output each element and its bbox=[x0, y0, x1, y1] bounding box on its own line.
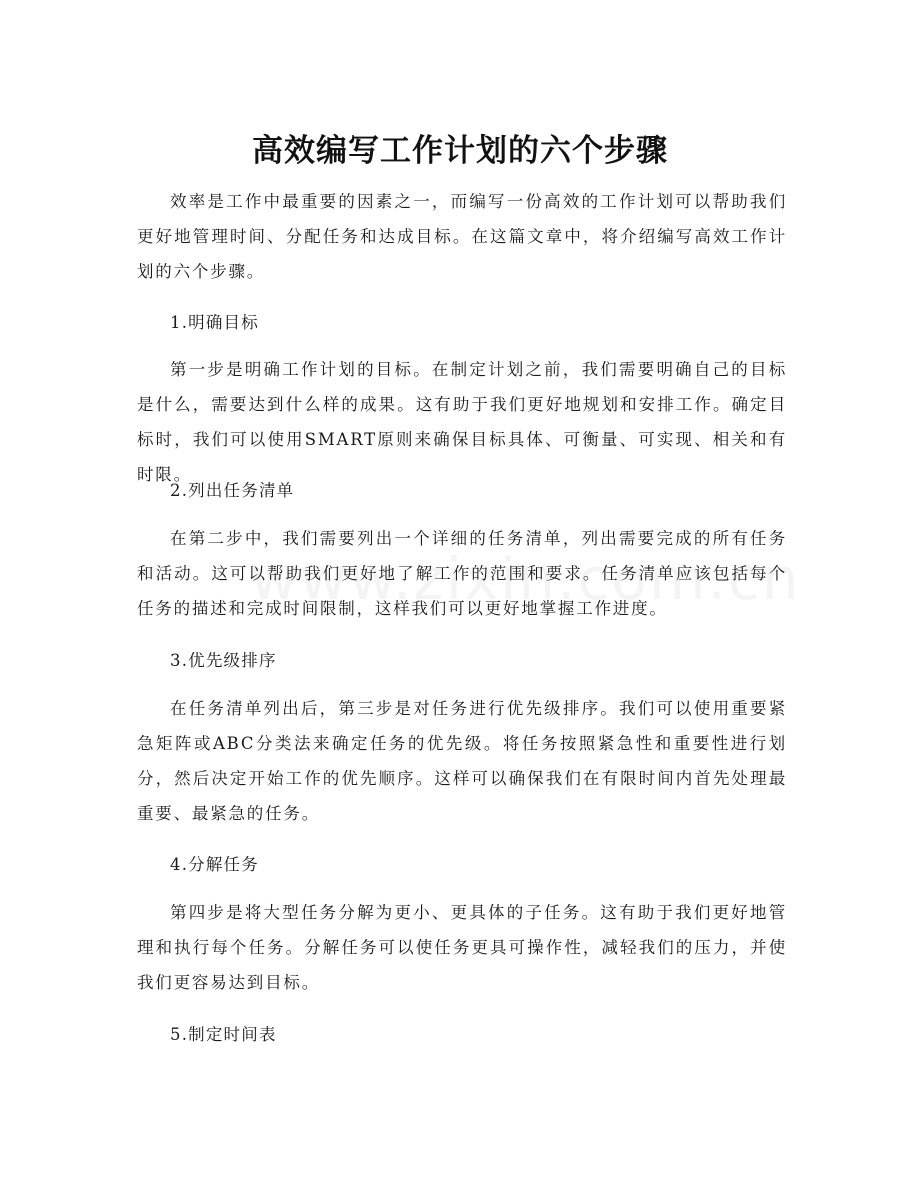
section-body-3: 在任务清单列出后，第三步是对任务进行优先级排序。我们可以使用重要紧急矩阵或ABC分类法来确定任务的优先级。将任务按照紧急性和重要性进行划分，然后决定开始工作的优先顺序。这样可以确保我们在有限时间内首先处理最重要、最紧急的任务。 bbox=[137, 699, 787, 823]
intro-paragraph: 效率是工作中最重要的因素之一，而编写一份高效的工作计划可以帮助我们更好地管理时间、分配任务和达成目标。在这篇文章中，将介绍编写高效工作计划的六个步骤。 bbox=[137, 192, 787, 281]
section-body-2: 在第二步中，我们需要列出一个详细的任务清单，列出需要完成的所有任务和活动。这可以帮助我们更好地了解工作的范围和要求。任务清单应该包括每个任务的描述和完成时间限制，这样我们可以更好地掌握工作进度。 bbox=[137, 529, 787, 618]
section-heading-3: 3.优先级排序 bbox=[170, 651, 277, 670]
section-heading-1: 1.明确目标 bbox=[170, 313, 259, 332]
section-body-1: 第一步是明确工作计划的目标。在制定计划之前，我们需要明确自己的目标是什么，需要达到什么样的成果。这有助于我们更好地规划和安排工作。确定目标时，我们可以使用SMART原则来确保目标具体、可衡量、可实现、相关和有时限。 bbox=[137, 360, 787, 484]
section-body-4: 第四步是将大型任务分解为更小、更具体的子任务。这有助于我们更好地管理和执行每个任务。分解任务可以使任务更具可操作性，减轻我们的压力，并使我们更容易达到目标。 bbox=[137, 903, 787, 992]
section-heading-4: 4.分解任务 bbox=[170, 855, 259, 874]
section-heading-2: 2.列出任务清单 bbox=[170, 481, 295, 500]
section-heading-5: 5.制定时间表 bbox=[170, 1025, 277, 1044]
document-title: 高效编写工作计划的六个步骤 bbox=[252, 132, 668, 169]
